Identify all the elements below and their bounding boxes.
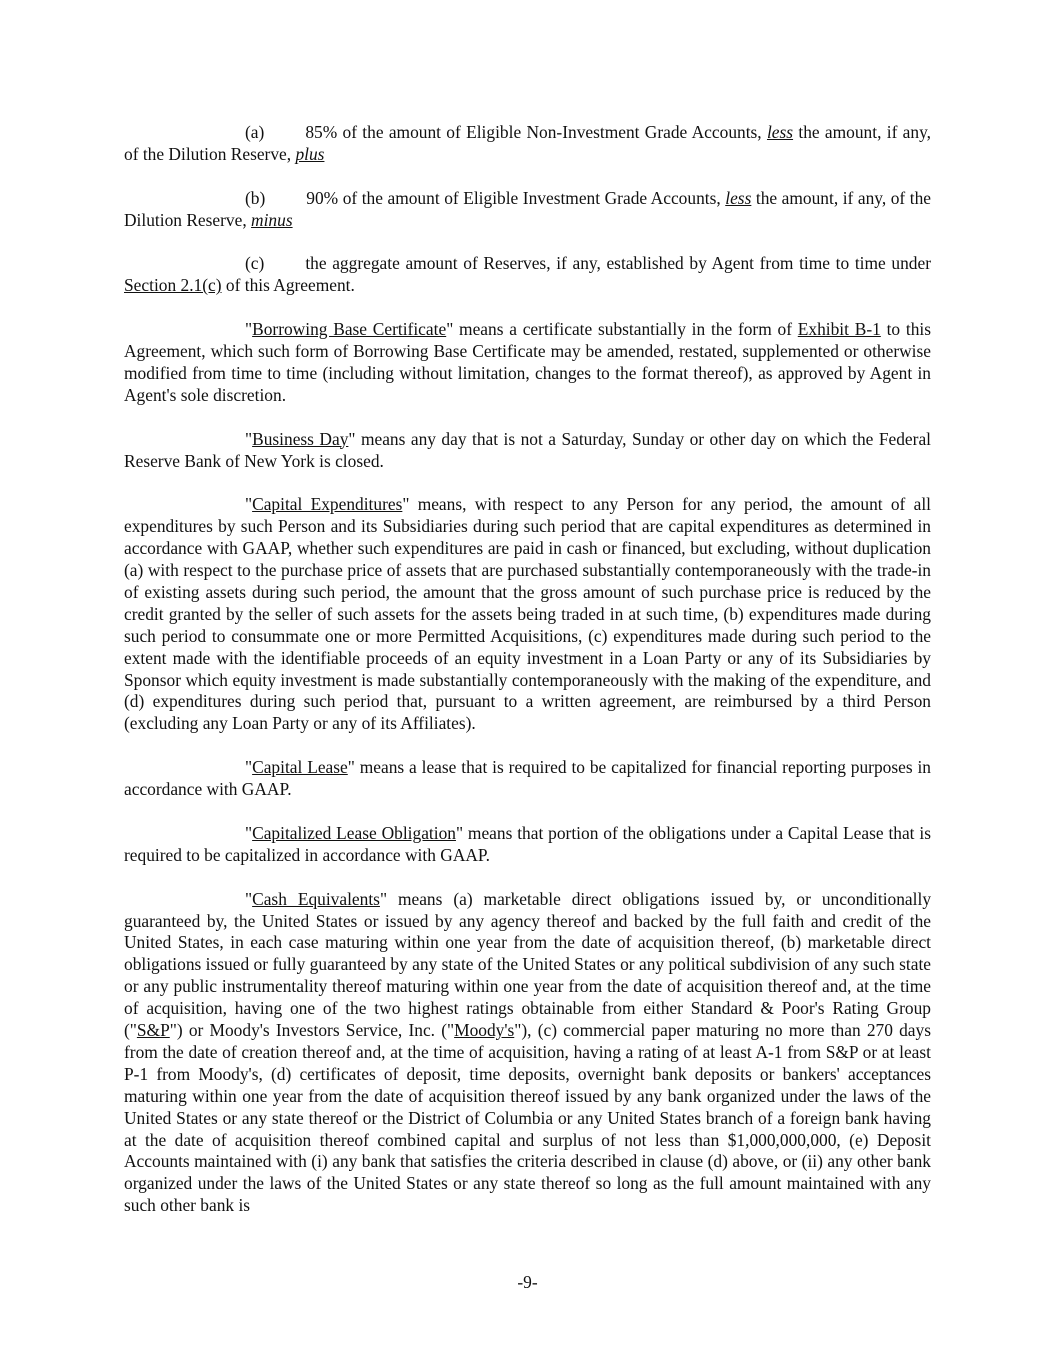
clause-c-paragraph <box>124 253 931 297</box>
definition-text-2: ") or Moody's Investors Service, Inc. (" <box>169 1020 455 1041</box>
defined-term-capital-lease: Capital Lease <box>252 757 348 778</box>
definition-capitalized-lease-obligation <box>124 823 931 867</box>
clause-c-text-2: of this Agreement. <box>221 275 355 296</box>
definition-borrowing-base-certificate <box>124 319 931 407</box>
defined-term-moodys: Moody's <box>454 1020 515 1041</box>
exhibit-b-1-reference: Exhibit B-1 <box>797 319 881 340</box>
clause-a-paragraph <box>124 122 931 166</box>
definition-text: " means, with respect to any Person for any period, the amount of all expenditures by such Person and its Subsidiaries during such period that are capital expenditures as determined in accordance with GAAP, whether such expenditures are paid in cash or financed, but excluding, without duplication (a) with respect to the purchase price of assets that are purchased substantially contemporaneously with the trade-in of existing assets during such period, the amount that the gross amount of such purchase price is reduced by the credit granted by the seller of such assets for the assets being traded in at such time, (b) expenditures made during such period to consummate one or more Permitted Acquisitions, (c) expenditures made during such period to the extent made with the identifiable proceeds of an equity investment in a Loan Party or any of its Subsidiaries by Sponsor which equity investment is made substantially contemporaneously with the making of the expenditure, and (d) expenditures during such period that, pursuant to a written agreement, are reimbursed by a third Person (excluding any Loan Party or any of its Affiliates). <box>124 494 931 734</box>
definition-cash-equivalents <box>124 889 931 1218</box>
clause-b-label: (b) <box>245 187 266 208</box>
definition-text: " means that portion of the obligations under a Capital Lease that is required to be capitalized in accordance with GAAP. <box>124 822 931 865</box>
minus-term: minus <box>251 209 293 230</box>
page-number: -9- <box>517 1272 538 1292</box>
definition-capital-expenditures <box>124 494 931 735</box>
clause-c-text-1: the aggregate amount of Reserves, if any, established by Agent from time to time under <box>305 253 931 274</box>
open-quote: " <box>245 757 253 778</box>
defined-term-capital-expenditures: Capital Expenditures <box>252 494 403 515</box>
defined-term-capitalized-lease-obligation: Capitalized Lease Obligation <box>252 822 456 843</box>
page-body <box>124 122 931 1239</box>
page-footer <box>0 1272 1055 1293</box>
definition-capital-lease <box>124 757 931 801</box>
plus-term: plus <box>295 143 325 164</box>
clause-b-text-2: the amount, if any, of the Dilution Reserve, <box>124 187 931 230</box>
definition-text-3: "), (c) commercial paper maturing no more than 270 days from the date of creation thereof and, at the time of acquisition, having a rating of at least A-1 from S&P or at least P-1 from Moody's, (d) certificates of deposit, time deposits, overnight bank deposits or bankers' acceptances maturing within one year from the date of acquisition thereof issued by any bank organized under the laws of the United States or any state thereof or the District of Columbia or any United States branch of a foreign bank having at the date of acquisition thereof combined capital and surplus of not less than $1,000,000,000, (e) Deposit Accounts maintained with (i) any bank that satisfies the criteria described in clause (d) above, or (ii) any other bank organized under the laws of the United States or any state thereof so long as the full amount maintained with any such other bank is <box>124 1020 931 1216</box>
less-term: less <box>766 122 794 142</box>
open-quote: " <box>245 822 253 843</box>
defined-term-cash-equivalents: Cash Equivalents <box>252 888 380 909</box>
clause-c-label: (c) <box>245 253 265 274</box>
definition-text-1: " means a certificate substantially in the form of <box>446 319 798 340</box>
clause-a-text-2: the amount, if any, of the Dilution Reserve, <box>124 122 931 164</box>
clause-b-text-1: 90% of the amount of Eligible Investment Grade Accounts, <box>306 187 726 208</box>
open-quote: " <box>245 494 253 515</box>
open-quote: " <box>245 319 253 340</box>
less-term: less <box>725 187 752 208</box>
open-quote: " <box>245 428 253 449</box>
defined-term-business-day: Business Day <box>252 428 349 449</box>
clause-b-paragraph <box>124 188 931 232</box>
open-quote: " <box>245 888 253 909</box>
section-2-1-c-reference: Section 2.1(c) <box>124 275 222 296</box>
definition-text-2: to this Agreement, which such form of Borrowing Base Certificate may be amended, restated, supplemented or otherwise modified from time to time (including without limitation, changes to the format thereof), as approved by Agent in Agent's sole discretion. <box>124 319 932 405</box>
defined-term-s-and-p: S&P <box>136 1020 170 1041</box>
clause-a-label: (a) <box>245 122 265 142</box>
definition-text: " means a lease that is required to be capitalized for financial reporting purposes in accordance with GAAP. <box>124 757 932 800</box>
clause-a-text-1: 85% of the amount of Eligible Non-Investment Grade Accounts, <box>305 122 767 142</box>
definition-business-day <box>124 429 931 473</box>
definition-text: " means any day that is not a Saturday, Sunday or other day on which the Federal Reserve Bank of New York is closed. <box>124 428 931 471</box>
definition-text-1: " means (a) marketable direct obligations issued by, or unconditionally guaranteed by, the United States or issued by any agency thereof and backed by the full faith and credit of the United States, in each case maturing within one year from the date of acquisition thereof, (b) marketable direct obligations issued or fully guaranteed by any state of the United States or any political subdivision of any such state or any public instrumentality thereof maturing within one year from the date of acquisition thereof and, at the time of acquisition, having one of the two highest ratings obtainable from either Standard & Poor's Rating Group (" <box>124 888 932 1041</box>
defined-term-borrowing-base-certificate: Borrowing Base Certificate <box>252 319 447 340</box>
